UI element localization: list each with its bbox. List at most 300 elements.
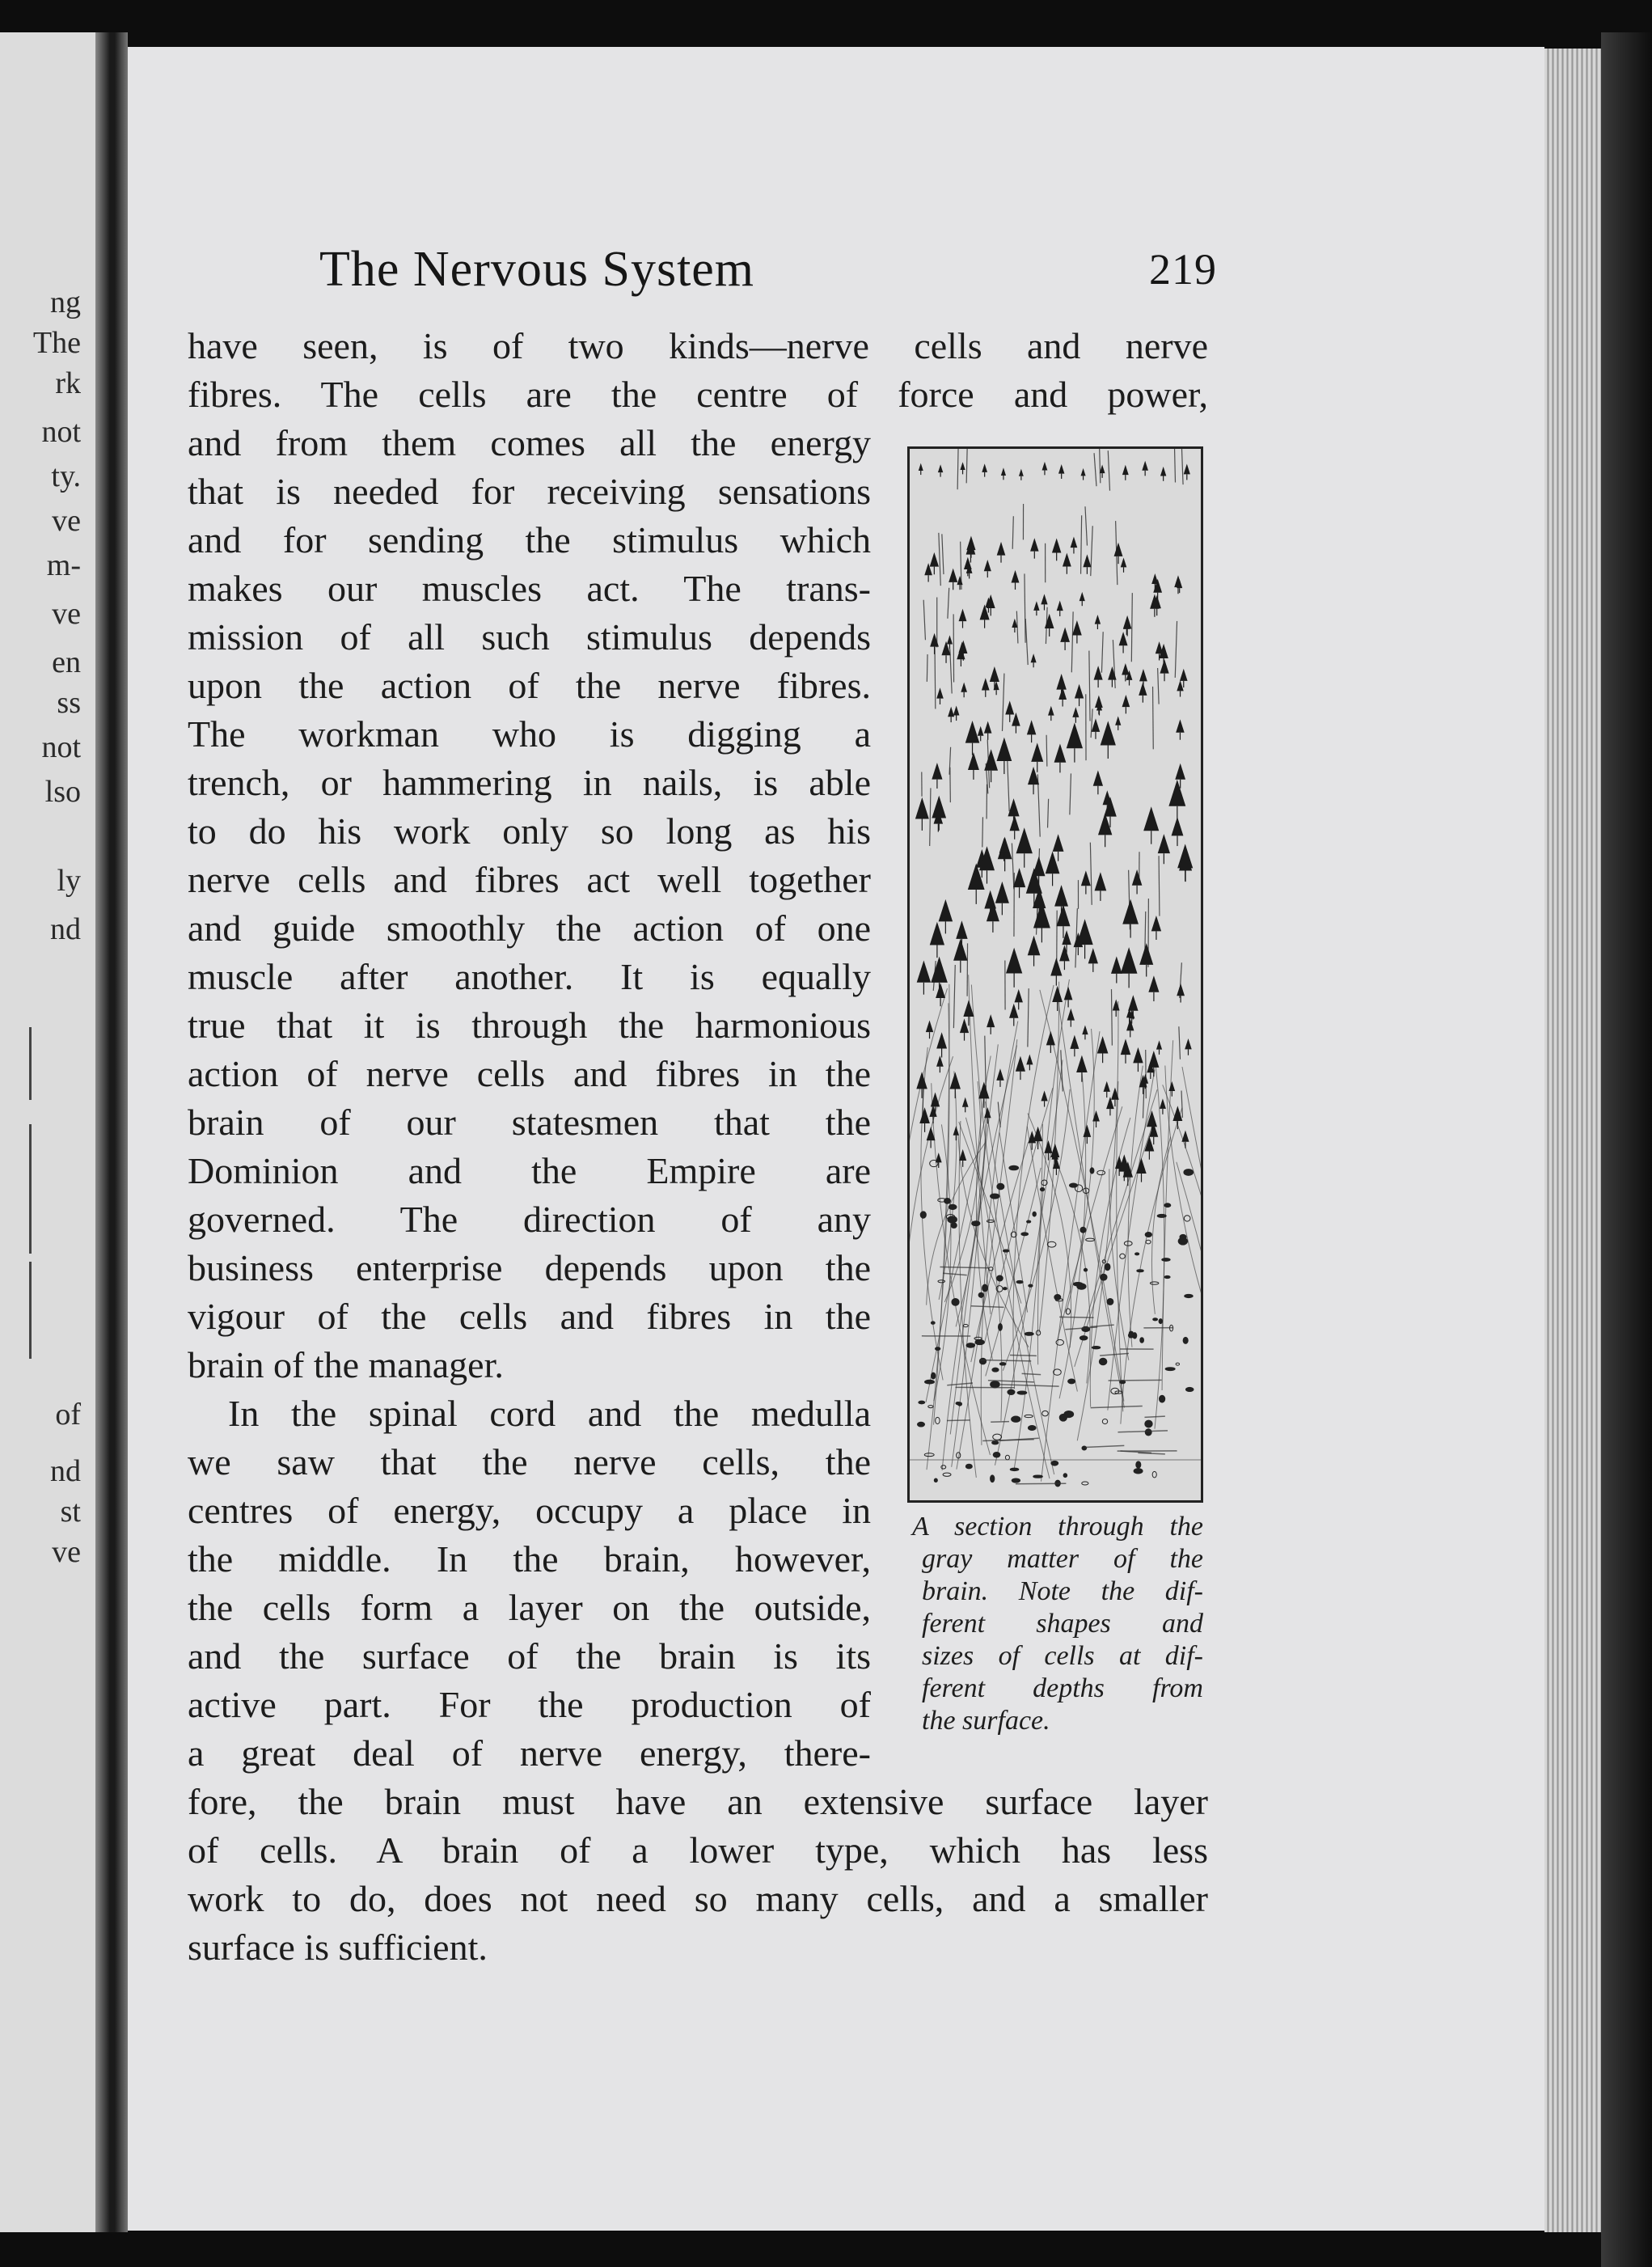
pyramidal-cell bbox=[1046, 1031, 1055, 1045]
granule-cell bbox=[934, 1478, 937, 1482]
granule-cell bbox=[997, 1275, 1003, 1281]
granule-cell bbox=[1099, 1358, 1107, 1365]
caption-line: brain. Note the dif- bbox=[922, 1576, 1203, 1606]
fibre-streak bbox=[1118, 1431, 1168, 1432]
granule-cell bbox=[991, 1381, 1000, 1388]
chapter-title: The Nervous System bbox=[319, 242, 755, 297]
pyramidal-cell bbox=[1056, 674, 1066, 690]
pyramidal-cell bbox=[953, 1126, 959, 1136]
pyramidal-cell bbox=[1095, 872, 1107, 890]
pyramidal-cell bbox=[1133, 1047, 1143, 1064]
fibre-streak bbox=[982, 1440, 1033, 1441]
dendrite bbox=[1071, 611, 1073, 672]
granule-cell bbox=[1145, 1429, 1151, 1436]
dendrite bbox=[1174, 449, 1175, 482]
left-page-fragment: of bbox=[55, 1398, 81, 1432]
dendrite bbox=[1070, 773, 1071, 814]
granule-cell bbox=[1153, 1318, 1158, 1321]
fibre-streak bbox=[947, 1420, 970, 1421]
pyramidal-cell bbox=[1177, 983, 1185, 996]
fibre-streak bbox=[1138, 1453, 1164, 1454]
book-gutter bbox=[95, 32, 128, 2232]
granule-cell bbox=[928, 1406, 933, 1408]
pyramidal-cell bbox=[1101, 721, 1116, 745]
granule-cell bbox=[1150, 1282, 1158, 1284]
granule-cell bbox=[1146, 1240, 1151, 1244]
pyramidal-cell bbox=[1160, 1098, 1166, 1109]
nerve-fibre bbox=[1084, 1089, 1157, 1328]
pyramidal-cell bbox=[1070, 1035, 1079, 1049]
granule-cell bbox=[991, 1194, 999, 1199]
pyramidal-cell bbox=[1132, 869, 1143, 886]
granule-cell bbox=[1185, 1387, 1194, 1391]
page-number: 219 bbox=[1149, 245, 1217, 294]
pyramidal-cell bbox=[1104, 1081, 1110, 1092]
previous-page-edge bbox=[0, 32, 105, 2232]
pyramidal-cell bbox=[1013, 868, 1025, 887]
pyramidal-cell bbox=[1067, 722, 1083, 748]
granule-cell bbox=[982, 1284, 988, 1292]
granule-cell bbox=[1128, 1333, 1134, 1338]
left-page-fragment: lso bbox=[44, 775, 81, 809]
text-line: and guide smoothly the action of one bbox=[188, 907, 871, 949]
dendrite bbox=[1175, 621, 1177, 678]
pyramidal-cell bbox=[930, 552, 939, 567]
granule-cell bbox=[951, 1223, 957, 1229]
granule-cell bbox=[1016, 1280, 1023, 1283]
dendrite bbox=[1159, 856, 1160, 916]
granule-cell bbox=[1159, 1319, 1162, 1324]
granule-cell bbox=[993, 1452, 1000, 1457]
pyramidal-cell bbox=[961, 683, 967, 692]
granule-cell bbox=[936, 1347, 940, 1351]
granule-cell bbox=[1012, 1416, 1020, 1422]
pyramidal-cell bbox=[960, 1018, 969, 1033]
pyramidal-cell bbox=[1081, 870, 1091, 886]
granule-cell bbox=[931, 1322, 935, 1324]
text-line: and from them comes all the energy bbox=[188, 422, 871, 463]
granule-cell bbox=[952, 1298, 959, 1305]
text-line: business enterprise depends upon the bbox=[188, 1247, 871, 1288]
pyramidal-cell bbox=[1143, 806, 1159, 831]
granule-cell bbox=[1082, 1482, 1088, 1485]
pyramidal-cell bbox=[1139, 943, 1153, 965]
fibre-streak bbox=[1144, 1416, 1164, 1417]
dendrite bbox=[1181, 1090, 1182, 1117]
granule-cell bbox=[1010, 1468, 1019, 1470]
pyramidal-cell bbox=[1151, 573, 1158, 584]
granule-cell bbox=[1025, 1332, 1033, 1335]
granule-cell bbox=[999, 1323, 1003, 1330]
text-line: action of nerve cells and fibres in the bbox=[188, 1053, 871, 1094]
nerve-fibre bbox=[959, 1121, 976, 1478]
granule-cell bbox=[1086, 1238, 1095, 1241]
pyramidal-cell bbox=[1072, 620, 1082, 635]
pyramidal-cell bbox=[930, 922, 944, 945]
text-line: we saw that the nerve cells, the bbox=[188, 1441, 871, 1482]
dendrite bbox=[923, 600, 925, 641]
text-line: the middle. In the brain, however, bbox=[188, 1538, 871, 1580]
text-line: vigour of the cells and fibres in the bbox=[188, 1296, 871, 1337]
pyramidal-cell bbox=[1184, 464, 1190, 475]
pyramidal-cell bbox=[1083, 1125, 1091, 1137]
pyramidal-cell bbox=[1139, 669, 1147, 681]
pyramidal-cell bbox=[1033, 601, 1039, 611]
granule-cell bbox=[1063, 1474, 1067, 1478]
caption-line: ferent shapes and bbox=[922, 1609, 1203, 1639]
granule-cell bbox=[936, 1417, 940, 1423]
granule-cell bbox=[1092, 1346, 1100, 1348]
granule-cell bbox=[1025, 1415, 1033, 1417]
pyramidal-cell bbox=[1139, 683, 1147, 696]
text-line: brain of our statesmen that the bbox=[188, 1102, 871, 1143]
pyramidal-cell bbox=[1056, 904, 1070, 926]
granule-cell bbox=[1021, 1233, 1029, 1236]
dendrite bbox=[950, 649, 952, 694]
pyramidal-cell bbox=[949, 569, 957, 582]
granule-cell bbox=[925, 1380, 935, 1384]
pyramidal-cell bbox=[1121, 1038, 1131, 1055]
dendrite bbox=[1153, 687, 1154, 749]
granule-cell bbox=[1165, 1368, 1175, 1371]
text-line: that is needed for receiving sensations bbox=[188, 471, 871, 512]
pyramidal-cell bbox=[1005, 700, 1014, 714]
pyramidal-cell bbox=[919, 463, 923, 471]
pyramidal-cell bbox=[978, 726, 984, 736]
text-line: true that it is through the harmonious bbox=[188, 1005, 871, 1046]
pyramidal-cell bbox=[1156, 1040, 1162, 1049]
granule-cell bbox=[972, 1221, 980, 1226]
text-line: upon the action of the nerve fibres. bbox=[188, 665, 871, 706]
granule-cell bbox=[1054, 1294, 1061, 1300]
granule-cell bbox=[1005, 1455, 1009, 1460]
granule-cell bbox=[1140, 1338, 1144, 1343]
pyramidal-cell bbox=[1076, 1055, 1088, 1072]
dendrite bbox=[1089, 651, 1090, 721]
granule-cell bbox=[1084, 1268, 1087, 1271]
pyramidal-cell bbox=[1054, 743, 1067, 762]
pyramidal-cell bbox=[1122, 899, 1139, 924]
granule-cell bbox=[920, 1212, 926, 1218]
granule-cell bbox=[1077, 1284, 1086, 1289]
pyramidal-cell bbox=[915, 797, 929, 819]
pyramidal-cell bbox=[1185, 1038, 1192, 1049]
pyramidal-cell bbox=[1058, 464, 1064, 474]
text-line: of cells. A brain of a lower type, which has less bbox=[188, 1829, 1208, 1871]
granule-cell bbox=[1105, 1263, 1110, 1271]
pyramidal-cell bbox=[1028, 936, 1041, 956]
text-line: muscle after another. It is equally bbox=[188, 956, 871, 997]
pyramidal-cell bbox=[1060, 627, 1070, 641]
pyramidal-cell bbox=[1014, 989, 1022, 1002]
text-line: and for sending the stimulus which bbox=[188, 519, 871, 560]
caption-line: ferent depths from bbox=[922, 1673, 1203, 1703]
pyramidal-cell bbox=[957, 576, 962, 585]
pyramidal-cell bbox=[997, 542, 1006, 556]
fibre-streak bbox=[947, 1383, 973, 1385]
pyramidal-cell bbox=[1172, 817, 1184, 835]
text-line: trench, or hammering in nails, is able bbox=[188, 762, 871, 803]
pyramidal-cell bbox=[1092, 718, 1100, 731]
dendrite bbox=[1091, 526, 1092, 576]
left-page-fragment: nd bbox=[50, 912, 81, 946]
granule-cell bbox=[1107, 1299, 1113, 1305]
pyramidal-cell bbox=[1121, 558, 1127, 568]
dendrite bbox=[1181, 449, 1183, 484]
granule-cell bbox=[1033, 1475, 1043, 1478]
dendrite bbox=[1101, 632, 1103, 672]
granule-cell bbox=[938, 1280, 945, 1283]
pyramidal-cell bbox=[995, 882, 1009, 903]
pyramidal-cell bbox=[982, 678, 990, 690]
pyramidal-cell bbox=[1031, 742, 1043, 762]
granule-cell bbox=[997, 1183, 1004, 1190]
nerve-fibre bbox=[1151, 1137, 1170, 1314]
dendrite bbox=[1099, 449, 1101, 483]
pyramidal-cell bbox=[1180, 669, 1188, 681]
left-page-fragment: ve bbox=[52, 597, 81, 631]
left-page-fragment: ng bbox=[50, 285, 81, 319]
pyramidal-cell bbox=[1067, 1009, 1075, 1021]
pyramidal-cell bbox=[1095, 615, 1101, 624]
pyramidal-cell bbox=[938, 464, 943, 472]
pyramidal-cell bbox=[1122, 695, 1130, 707]
text-line: fibres. The cells are the centre of force and power, bbox=[188, 374, 1208, 415]
fibre-streak bbox=[1085, 1445, 1125, 1447]
granule-cell bbox=[1003, 1288, 1007, 1290]
granule-cell bbox=[1042, 1411, 1049, 1416]
text-line: and the surface of the brain is its bbox=[188, 1635, 871, 1677]
left-page-fragment: ty. bbox=[51, 459, 81, 493]
nerve-fibre bbox=[1128, 1066, 1143, 1347]
text-line: governed. The direction of any bbox=[188, 1199, 871, 1240]
granule-cell bbox=[991, 1475, 995, 1482]
pyramidal-cell bbox=[1010, 815, 1020, 831]
pyramidal-cell bbox=[1064, 987, 1073, 1000]
granule-cell bbox=[949, 1204, 957, 1209]
pyramidal-cell bbox=[1123, 615, 1132, 629]
caption-line: A section through the bbox=[912, 1512, 1203, 1542]
pyramidal-cell bbox=[1128, 995, 1138, 1011]
dendrite bbox=[1131, 593, 1132, 662]
granule-cell bbox=[1157, 1214, 1166, 1217]
granule-cell bbox=[1068, 1379, 1075, 1384]
text-line: have seen, is of two kinds—nerve cells and nerve bbox=[188, 325, 1208, 366]
pyramidal-cell bbox=[953, 706, 960, 716]
pyramidal-cell bbox=[1030, 538, 1038, 551]
granule-cell bbox=[930, 1160, 938, 1166]
pyramidal-cell bbox=[950, 1072, 961, 1089]
left-page-fragment: not bbox=[41, 730, 81, 764]
pyramidal-cell bbox=[936, 983, 945, 998]
pyramidal-cell bbox=[1093, 770, 1103, 785]
pyramidal-cell bbox=[1168, 780, 1185, 806]
pyramidal-cell bbox=[960, 462, 965, 470]
left-page-fragment: rk bbox=[55, 366, 81, 400]
pyramidal-cell bbox=[1042, 462, 1048, 471]
granule-cell bbox=[1047, 1241, 1056, 1247]
granule-cell bbox=[1176, 1363, 1179, 1365]
pyramidal-cell bbox=[982, 463, 987, 472]
pyramidal-cell bbox=[1114, 543, 1123, 556]
pyramidal-cell bbox=[1168, 1081, 1175, 1091]
dendrite bbox=[1048, 799, 1049, 828]
left-page-fragment: ve bbox=[52, 1535, 81, 1569]
left-page-fragment: st bbox=[60, 1495, 81, 1529]
pyramidal-cell bbox=[1122, 465, 1129, 475]
pyramidal-cell bbox=[1006, 948, 1022, 974]
dendrite bbox=[1046, 735, 1047, 767]
pyramidal-cell bbox=[1082, 1026, 1088, 1035]
pyramidal-cell bbox=[1181, 1130, 1189, 1141]
figure-caption bbox=[912, 1511, 1203, 1737]
pyramidal-cell bbox=[936, 687, 944, 698]
dendrite bbox=[982, 817, 983, 847]
dendrite bbox=[1146, 1050, 1147, 1098]
granule-cell bbox=[1056, 1339, 1063, 1345]
dendrite bbox=[957, 449, 958, 489]
left-page-fragment: ve bbox=[52, 504, 81, 538]
pyramidal-cell bbox=[1121, 947, 1138, 974]
pyramidal-cell bbox=[1026, 1055, 1033, 1065]
book-cover-edge bbox=[1601, 32, 1652, 2267]
granule-cell bbox=[1152, 1471, 1156, 1478]
text-line: surface is sufficient. bbox=[188, 1927, 488, 1968]
pyramidal-cell bbox=[1001, 467, 1006, 476]
pyramidal-cell bbox=[1094, 666, 1103, 679]
nerve-fibre bbox=[1013, 985, 1054, 1389]
nerve-fibre bbox=[1057, 991, 1124, 1408]
pyramidal-cell bbox=[984, 721, 992, 734]
text-line: In the spinal cord and the medulla bbox=[228, 1393, 871, 1434]
left-page-fragment: ly bbox=[57, 864, 81, 898]
text-line: brain of the manager. bbox=[188, 1344, 504, 1385]
granule-cell bbox=[992, 1368, 999, 1372]
pyramidal-cell bbox=[962, 1098, 969, 1107]
pyramidal-cell bbox=[959, 1149, 966, 1161]
pyramidal-cell bbox=[996, 1068, 1003, 1081]
text-line: fore, the brain must have an extensive surface layer bbox=[188, 1781, 1208, 1822]
granule-cell bbox=[924, 1453, 934, 1457]
fibre-streak bbox=[979, 1360, 1031, 1361]
dendrite bbox=[930, 788, 931, 846]
pyramidal-cell bbox=[1142, 461, 1148, 471]
caption-line: gray matter of the bbox=[922, 1544, 1203, 1574]
granule-cell bbox=[1160, 1395, 1165, 1402]
granule-cell bbox=[1137, 1270, 1143, 1272]
granule-cell bbox=[1027, 1220, 1031, 1223]
pyramidal-cell bbox=[1059, 945, 1070, 962]
text-line: work to do, does not need so many cells, and a smaller bbox=[188, 1878, 1208, 1919]
granule-cell bbox=[1097, 1170, 1105, 1174]
nerve-fibre bbox=[1058, 1106, 1122, 1339]
granule-cell bbox=[1101, 1274, 1108, 1280]
granule-cell bbox=[956, 1402, 961, 1404]
granule-cell bbox=[1136, 1461, 1141, 1468]
pyramidal-cell bbox=[1045, 614, 1054, 628]
pyramidal-cell bbox=[984, 560, 991, 571]
pyramidal-cell bbox=[1081, 468, 1086, 476]
text-line: nerve cells and fibres act well together bbox=[188, 859, 871, 900]
granule-cell bbox=[1054, 1369, 1062, 1375]
text-line: centres of energy, occupy a place in bbox=[188, 1490, 871, 1531]
dendrite bbox=[1108, 450, 1109, 491]
granule-cell bbox=[1028, 1426, 1036, 1431]
pyramidal-cell bbox=[1071, 537, 1078, 548]
granule-cell bbox=[1145, 1232, 1151, 1237]
granule-cell bbox=[978, 1292, 983, 1297]
granule-cell bbox=[941, 1466, 946, 1469]
fibre-streak bbox=[1000, 1385, 1058, 1386]
granule-cell bbox=[1134, 1469, 1143, 1474]
granule-cell bbox=[1080, 1336, 1088, 1340]
pyramidal-cell bbox=[1009, 1004, 1018, 1018]
dendrite bbox=[1113, 640, 1115, 688]
granule-cell bbox=[1051, 1461, 1058, 1466]
pyramidal-cell bbox=[947, 635, 953, 644]
pyramidal-cell bbox=[1063, 553, 1071, 567]
granule-cell bbox=[1183, 1337, 1188, 1343]
granule-cell bbox=[1185, 1294, 1193, 1297]
granule-cell bbox=[992, 1441, 999, 1444]
page-block-edges bbox=[1544, 49, 1601, 2232]
left-page-rule bbox=[29, 1124, 32, 1254]
granule-cell bbox=[1178, 1237, 1187, 1245]
granule-cell bbox=[943, 1473, 951, 1476]
fibre-streak bbox=[1090, 1325, 1113, 1326]
granule-cell bbox=[1012, 1478, 1020, 1482]
pyramidal-cell bbox=[936, 1055, 944, 1067]
granule-cell bbox=[1003, 1250, 1008, 1252]
text-line: makes our muscles act. The trans- bbox=[188, 568, 871, 609]
dendrite bbox=[1012, 516, 1013, 549]
granule-cell bbox=[1184, 1169, 1194, 1176]
pyramidal-cell bbox=[1115, 716, 1121, 725]
pyramidal-cell bbox=[959, 609, 967, 621]
pyramidal-cell bbox=[1046, 851, 1060, 873]
pyramidal-cell bbox=[1151, 916, 1161, 931]
dendrite bbox=[966, 449, 968, 483]
text-line: to do his work only so long as his bbox=[188, 810, 871, 852]
granule-cell bbox=[932, 1372, 936, 1379]
pyramidal-cell bbox=[956, 920, 967, 939]
granule-cell bbox=[1036, 1330, 1040, 1335]
pyramidal-cell bbox=[1175, 763, 1185, 780]
pyramidal-cell bbox=[932, 796, 946, 818]
pyramidal-cell bbox=[917, 960, 931, 982]
pyramidal-cell bbox=[1048, 706, 1054, 716]
pyramidal-cell bbox=[916, 1072, 927, 1089]
dendrite bbox=[1090, 843, 1092, 905]
pyramidal-cell bbox=[1088, 948, 1098, 963]
dendrite bbox=[1111, 989, 1112, 1045]
pyramidal-cell bbox=[932, 763, 942, 780]
granule-cell bbox=[966, 1343, 974, 1348]
granule-cell bbox=[1017, 1391, 1027, 1394]
left-page-fragment: The bbox=[32, 326, 81, 360]
pyramidal-cell bbox=[1041, 1090, 1047, 1101]
granule-cell bbox=[1090, 1168, 1094, 1174]
text-line: mission of all such stimulus depends bbox=[188, 616, 871, 658]
pyramidal-cell bbox=[1136, 1158, 1146, 1174]
brain-section-figure bbox=[907, 446, 1203, 1503]
granule-cell bbox=[1059, 1414, 1067, 1421]
text-line: active part. For the production of bbox=[188, 1684, 871, 1725]
dendrite bbox=[1081, 515, 1082, 573]
granule-cell bbox=[1102, 1419, 1107, 1424]
dendrite bbox=[942, 534, 944, 574]
granule-cell bbox=[1080, 1227, 1086, 1233]
